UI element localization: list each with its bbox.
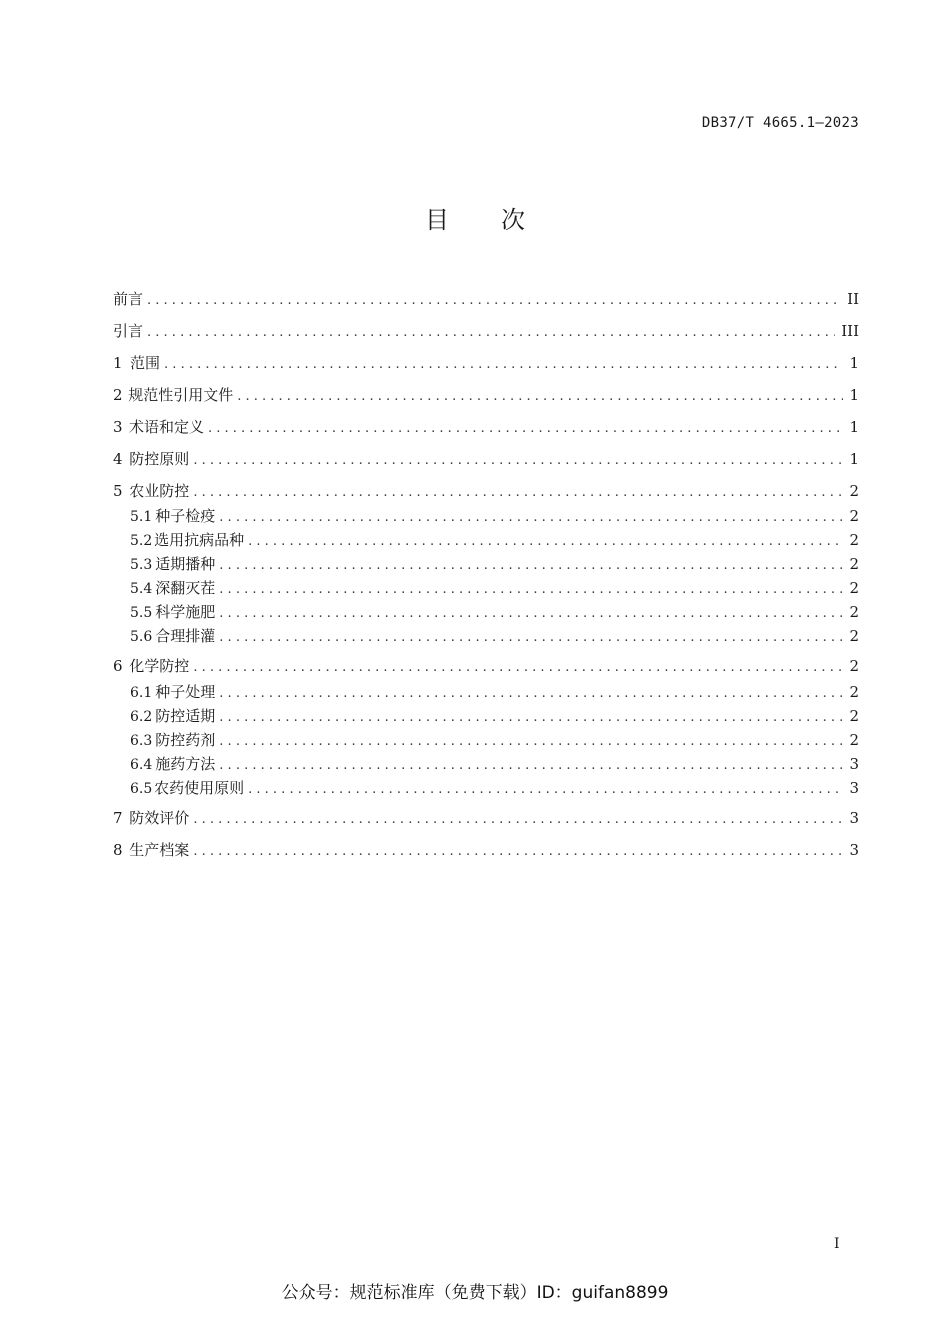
document-code: DB37/T 4665.1—2023 <box>701 115 859 131</box>
toc-entry-number: 6 <box>113 657 123 675</box>
toc-entry-6-4[interactable] <box>130 754 859 774</box>
toc-entry-5[interactable] <box>113 481 859 501</box>
toc-entry-label: 引言 <box>113 322 144 340</box>
toc-leader-dots <box>219 732 843 752</box>
toc-leader-dots <box>248 780 843 800</box>
toc-entry-page: 2 <box>849 627 859 645</box>
toc-entry-5-2[interactable] <box>130 530 859 550</box>
toc-entry-number: 8 <box>113 841 123 859</box>
page-title <box>0 200 950 235</box>
toc-leader-dots <box>208 419 844 439</box>
toc-entry-page: 2 <box>849 707 859 725</box>
toc-leader-dots <box>193 451 843 471</box>
toc-entry-label: 前言 <box>113 290 144 308</box>
toc-entry-5-3[interactable] <box>130 554 859 574</box>
toc-entry-number: 5.5 <box>130 605 153 621</box>
toc-entry-page: 3 <box>849 841 859 859</box>
toc-leader-dots <box>219 580 843 600</box>
toc-leader-dots <box>219 508 843 528</box>
toc-leader-dots <box>219 604 843 624</box>
toc-leader-dots <box>147 291 841 311</box>
toc-entry-7[interactable] <box>113 808 859 828</box>
toc-entry-label: 科学施肥 <box>155 603 216 621</box>
toc-leader-dots <box>219 684 843 704</box>
toc-entry-label: 规范性引用文件 <box>128 386 234 404</box>
toc-entry-number: 6.1 <box>130 685 153 701</box>
toc-entry-6-3[interactable] <box>130 730 859 750</box>
toc-entry-page: 2 <box>849 603 859 621</box>
toc-entry-5-1[interactable] <box>130 506 859 526</box>
toc-leader-dots <box>219 708 843 728</box>
toc-entry-label: 适期播种 <box>155 555 216 573</box>
toc-leader-dots <box>219 628 843 648</box>
toc-entry-4[interactable] <box>113 449 859 469</box>
toc-entry-page: 2 <box>849 555 859 573</box>
toc-entry-number: 5.2 <box>130 533 153 549</box>
toc-entry-label: 防控适期 <box>155 707 216 725</box>
toc-leader-dots <box>219 756 843 776</box>
toc-leader-dots <box>237 387 843 407</box>
title-part-2: 次 <box>501 206 525 234</box>
toc-entry-introduction[interactable] <box>113 321 859 341</box>
toc-entry-page: 1 <box>849 418 859 436</box>
toc-entry-label: 防控原则 <box>129 450 190 468</box>
toc-entry-page: 2 <box>849 731 859 749</box>
toc-entry-page: II <box>847 290 859 308</box>
toc-entry-page: 1 <box>849 354 859 372</box>
toc-entry-5-5[interactable] <box>130 602 859 622</box>
toc-leader-dots <box>193 810 843 830</box>
toc-entry-number: 2 <box>113 386 123 404</box>
toc-entry-foreword[interactable] <box>113 289 859 309</box>
toc-entry-page: 2 <box>849 482 859 500</box>
toc-entry-label: 选用抗病品种 <box>154 531 245 549</box>
toc-entry-page: 2 <box>849 683 859 701</box>
toc-entry-6[interactable] <box>113 656 859 676</box>
toc-leader-dots <box>248 532 843 552</box>
page-number: I <box>834 1236 840 1252</box>
toc-entry-page: 3 <box>849 809 859 827</box>
toc-entry-number: 7 <box>113 809 123 827</box>
toc-entry-page: 3 <box>849 779 859 797</box>
footer-banner: 公众号：规范标准库（免费下载）ID：guifan8899 <box>281 1283 669 1303</box>
toc-entry-3[interactable] <box>113 417 859 437</box>
toc-entry-label: 防效评价 <box>129 809 190 827</box>
toc-leader-dots <box>193 658 843 678</box>
toc-entry-label: 生产档案 <box>129 841 190 859</box>
toc-entry-page: 3 <box>849 755 859 773</box>
toc-entry-number: 3 <box>113 418 123 436</box>
toc-entry-number: 6.5 <box>130 781 153 797</box>
toc-entry-label: 术语和定义 <box>128 418 204 436</box>
title-part-1: 目 <box>425 206 449 234</box>
toc-entry-label: 防控药剂 <box>155 731 216 749</box>
toc-entry-page: 1 <box>849 386 859 404</box>
toc-entry-number: 5.3 <box>130 557 153 573</box>
toc-entry-page: 1 <box>849 450 859 468</box>
toc-entry-label: 农业防控 <box>129 482 190 500</box>
toc-entry-number: 6.3 <box>130 733 153 749</box>
toc-entry-8[interactable] <box>113 840 859 860</box>
toc-entry-5-6[interactable] <box>130 626 859 646</box>
toc-leader-dots <box>193 842 843 862</box>
toc-leader-dots <box>147 323 835 343</box>
toc-entry-page: 2 <box>849 531 859 549</box>
toc-entry-6-5[interactable] <box>130 778 859 798</box>
toc-entry-label: 种子检疫 <box>155 507 216 525</box>
toc-entry-page: 2 <box>849 657 859 675</box>
toc-entry-page: 2 <box>849 507 859 525</box>
toc-entry-label: 化学防控 <box>129 657 190 675</box>
toc-entry-page: III <box>841 322 859 340</box>
toc-entry-page: 2 <box>849 579 859 597</box>
toc-entry-number: 6.2 <box>130 709 153 725</box>
toc-leader-dots <box>219 556 843 576</box>
toc-entry-label: 种子处理 <box>155 683 216 701</box>
toc-entry-number: 5.6 <box>130 629 153 645</box>
toc-entry-number: 4 <box>113 450 123 468</box>
toc-entry-1[interactable] <box>113 353 859 373</box>
toc-entry-number: 5 <box>113 482 123 500</box>
toc-entry-number: 1 <box>113 354 123 372</box>
toc-entry-number: 5.1 <box>130 509 153 525</box>
toc-entry-2[interactable] <box>113 385 859 405</box>
toc-entry-label: 农药使用原则 <box>154 779 245 797</box>
toc-leader-dots <box>193 483 843 503</box>
toc-entry-label: 范围 <box>130 354 161 372</box>
toc-entry-number: 5.4 <box>130 581 153 597</box>
toc-entry-5-4[interactable] <box>130 578 859 598</box>
toc-entry-number: 6.4 <box>130 757 153 773</box>
toc-leader-dots <box>164 355 843 375</box>
toc-entry-6-1[interactable] <box>130 682 859 702</box>
toc-entry-6-2[interactable] <box>130 706 859 726</box>
toc-entry-label: 深翻灭茬 <box>155 579 216 597</box>
toc-entry-label: 合理排灌 <box>155 627 216 645</box>
toc-entry-label: 施药方法 <box>155 755 216 773</box>
